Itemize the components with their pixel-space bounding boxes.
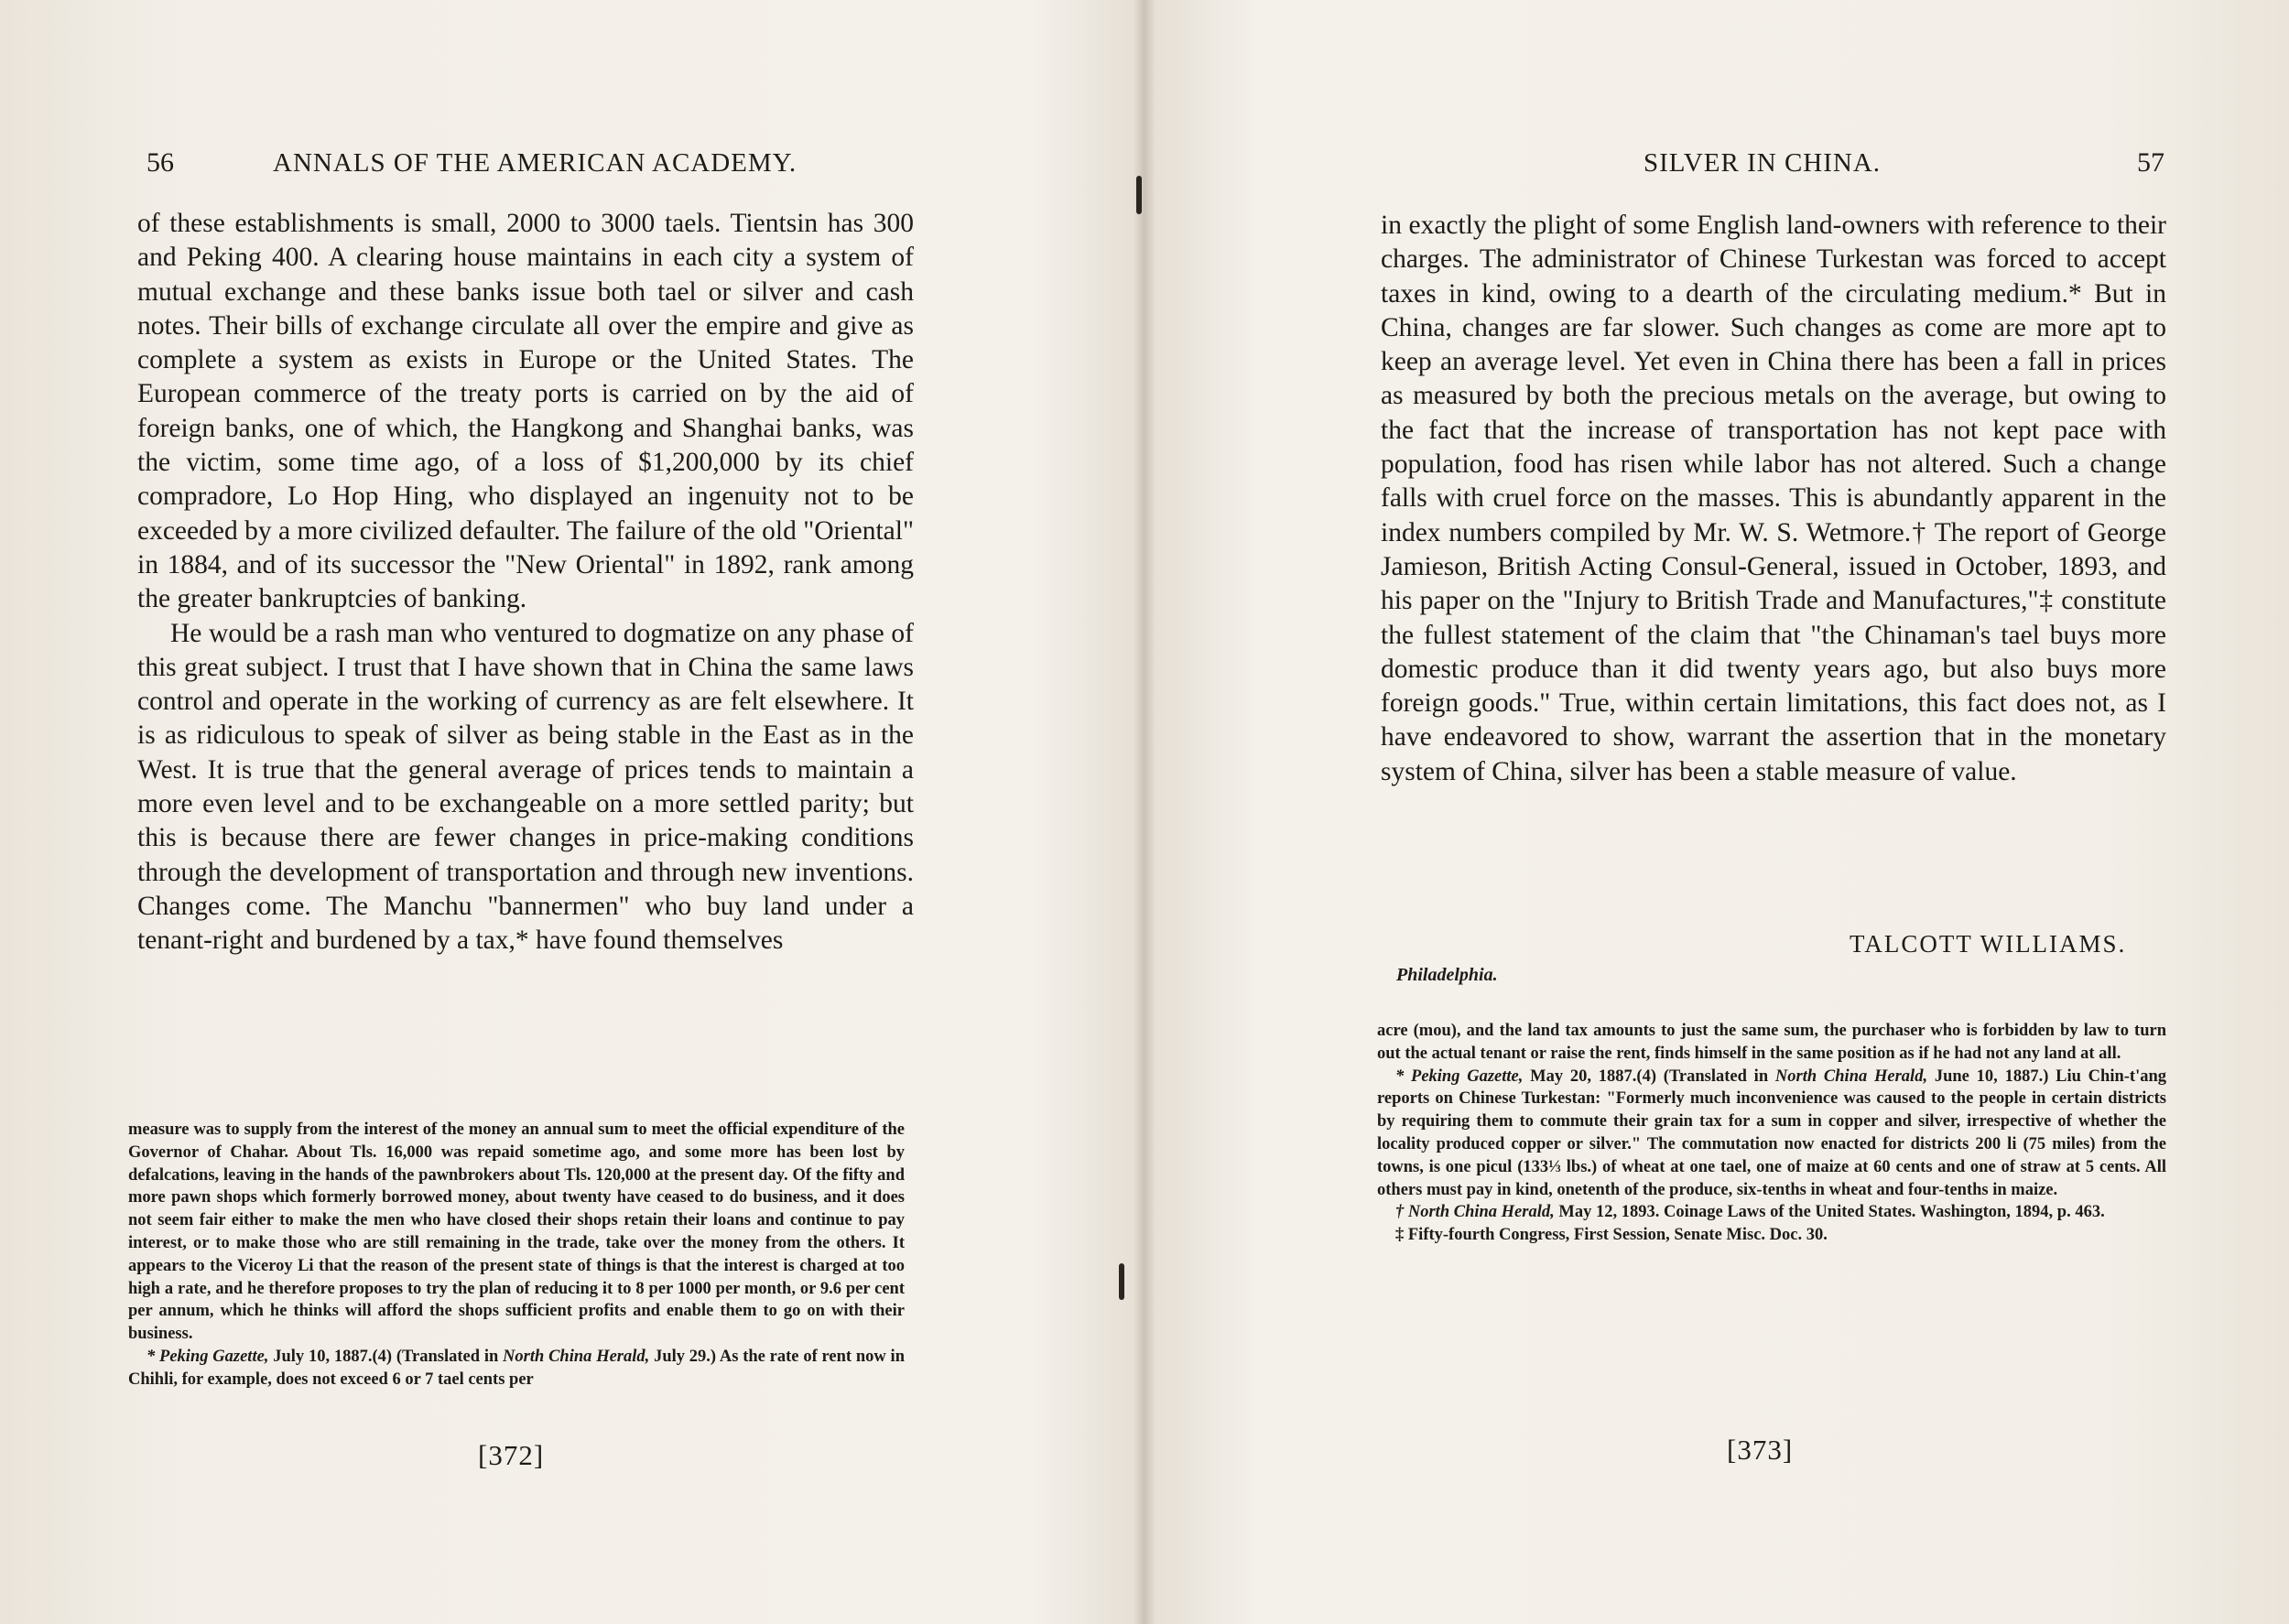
footnote-continued: acre (mou), and the land tax amounts to just the same sum, the purchaser who is forbidden by law to turn out the actual tenant or raise the rent, finds himself in the same position as if he had not any land at all. — [1377, 1022, 2166, 1063]
footnotes — [1377, 1020, 2166, 1247]
footnote — [1377, 1201, 2166, 1224]
footnote: ‡ Fifty-fourth Congress, First Session, Senate Misc. Doc. 30. — [1395, 1226, 1828, 1245]
running-head: SILVER IN CHINA. — [1644, 148, 1882, 178]
footnote-source: North China Herald, — [503, 1347, 650, 1366]
footnote — [128, 1346, 905, 1391]
running-head: ANNALS OF THE AMERICAN ACADEMY. — [273, 148, 797, 178]
paragraph: He would be a rash man who ventured to dogmatize on any phase of this great subject. I trust that I have shown that in China the same laws control and operate in the working of currency as are felt elsewhere. It is as ridiculous to speak of silver as being stable in the East as in the West. It is true that the general average of prices tends to maintain a more even level and to be exchangeable on a more settled parity; but this is because there are fewer changes in price-making conditions through the development of transportation and through new inventions. Changes come. The Manchu "bannermen" who buy land under a tenant-right and burdened by a tax,* have found themselves — [137, 618, 914, 956]
page-folio: 56 — [146, 147, 174, 178]
page-number: [372] — [478, 1439, 545, 1471]
paragraph: of these establishments is small, 2000 to 3000 taels. Tientsin has 300 and Peking 400. A clearing house maintains in each city a system of mutual exchange and these banks issue both tael or silver and cash notes. Their bills of exchange circulate all over the empire and give as complete a system as exists in Europe or the United States. The European commerce of the treaty ports is carried on by the aid of foreign banks, one of which, the Hangkong and Shanghai banks, was the victim, some time ago, of a loss of $1,200,000 by its chief compradore, Lo Hop Hing, who displayed an ingenuity not to be exceeded by a more civilized defaulter. The failure of the old "Oriental" in 1884, and of its successor the "New Oriental" in 1892, rank among the greater bankruptcies of banking. — [137, 209, 914, 614]
body-text — [1381, 209, 2166, 789]
gutter-stitch-mark — [1136, 176, 1142, 214]
page-folio: 57 — [2137, 147, 2164, 178]
footnote-source: * Peking Gazette, — [146, 1347, 269, 1366]
footnotes — [128, 1119, 905, 1391]
body-text — [137, 207, 914, 958]
footnote-continued: measure was to supply from the interest of the money an annual sum to meet the official expenditure of the Governor of Chahar. About Tls. 16,000 was repaid sometime ago, and some more has been lost by defalcations, leaving in the hands of the pawnbrokers about Tls. 120,000 at the present day. Of the fifty and more pawn shops which formerly borrowed money, about twenty have ceased to do business, and it does not seem fair either to make the men who have closed their shops retain their loans and continue to pay interest, or to make those who are still remaining in the trade, take over the money from the others. It appears to the Viceroy Li that the reason of the present state of things is that the interest is charged at too high a rate, and he therefore proposes to try the plan of reducing it to 8 per 1000 per month, or 9.6 per cent per annum, which he thinks will afford the shops sufficient profits and enable them to go on with their business. — [128, 1121, 905, 1344]
footnote-source: † North China Herald, — [1395, 1203, 1555, 1222]
footnote-text: May 20, 1887.(4) (Translated in — [1523, 1066, 1775, 1086]
footnote-source: North China Herald, — [1774, 1066, 1928, 1086]
page-number: [373] — [1727, 1434, 1794, 1466]
book-gutter — [1134, 0, 1155, 1624]
paragraph: in exactly the plight of some English land-owners with reference to their charges. The administrator of Chinese Turkestan was forced to accept taxes in kind, owing to a dearth of the circulating medium.* But in China, changes are far slower. Such changes as come are more apt to keep an average level. Yet even in China there has been a fall in prices as measured by both the precious metals on the average, but owing to the fact that the increase of transportation has not kept pace with population, food has risen while labor has not altered. Such a change falls with cruel force on the masses. This is abundantly apparent in the index numbers compiled by Mr. W. S. Wetmore.† The report of George Jamieson, British Acting Consul-General, issued in October, 1893, and his paper on the "Injury to British Trade and Manufactures,"‡ constitute the fullest statement of the claim that "the Chinaman's tael buys more domestic produce than it did twenty years ago, but also buys more foreign goods." True, within certain limitations, this fact does not, as I have endeavored to show, warrant the assertion that in the monetary system of China, silver has been a stable measure of value. — [1381, 211, 2166, 786]
footnote-text: May 12, 1893. Coinage Laws of the United States. Washington, 1894, p. 463. — [1554, 1203, 2105, 1222]
author-place: Philadelphia. — [1396, 965, 1498, 985]
left-page — [0, 0, 1135, 1624]
footnote-text: June 10, 1887.) Liu Chin-t'ang reports on Chinese Turkestan: "Formerly much inconvenience was caused to the people in certain districts by requiring them to commute their grain tax for a sum in copper and silver, irrespective of whether the locality produced copper or silver." The commutation now enacted for districts 200 li (75 miles) from the towns, is one picul (133⅓ lbs.) of wheat at one tael, one of maize at 60 cents and one of straw at 5 cents. All others must pay in kind, onetenth of the produce, six-tenths in wheat and four-tenths in maize. — [1377, 1066, 2167, 1199]
footnote-text: July 29.) As the rate of rent now in Chihli, for example, does not exceed 6 or 7 tael cents per — [128, 1347, 905, 1389]
author-signature: TALCOTT WILLIAMS. — [1850, 930, 2127, 958]
footnote-source: * Peking Gazette, — [1395, 1066, 1524, 1086]
footnote — [1377, 1066, 2166, 1202]
right-page — [1154, 0, 2289, 1624]
footnote-text: July 10, 1887.(4) (Translated in — [268, 1347, 504, 1366]
